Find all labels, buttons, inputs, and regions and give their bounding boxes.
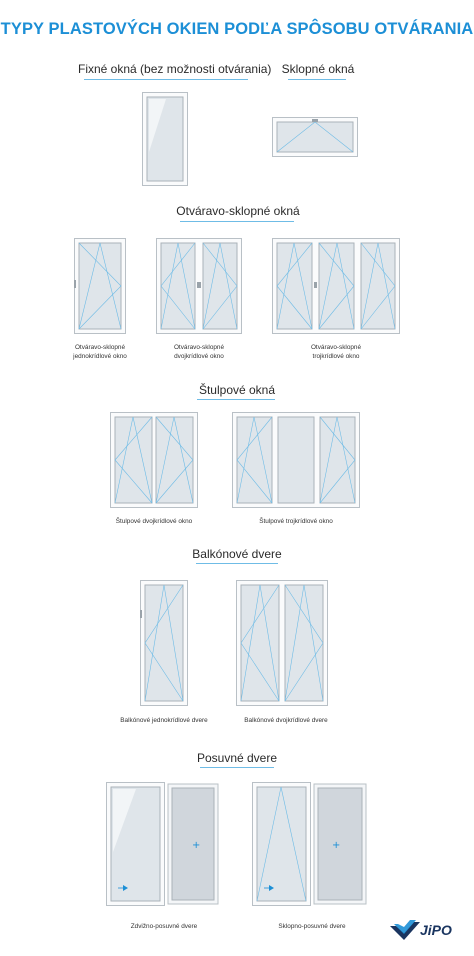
page-title: TYPY PLASTOVÝCH OKIEN PODĽA SPÔSOBU OTVÁRANIA bbox=[0, 20, 474, 38]
section-title-tilt-turn: Otváravo-sklopné okná bbox=[176, 204, 300, 218]
jipo-logo-text: JiPO bbox=[420, 922, 452, 938]
section-title-tilt: Sklopné okná bbox=[281, 62, 355, 76]
section-rule bbox=[180, 221, 294, 222]
stulp-double-window-icon bbox=[110, 412, 198, 508]
section-rule bbox=[288, 79, 346, 80]
svg-text:+: + bbox=[192, 840, 201, 851]
caption-balcony-double: Balkónové dvojkrídlové dvere bbox=[244, 717, 328, 724]
jipo-logo bbox=[390, 918, 464, 944]
caption-tilt-slide: Sklopno-posuvné dvere bbox=[278, 923, 346, 930]
jipo-logo-icon bbox=[390, 920, 420, 942]
caption-stulp-double: Štulpové dvojkrídlové okno bbox=[115, 518, 193, 525]
caption-tt-double: Otváravo-sklopné dvojkrídlové okno bbox=[173, 344, 225, 360]
section-rule bbox=[200, 767, 274, 768]
caption-stulp-triple: Štulpové trojkrídlové okno bbox=[259, 518, 333, 525]
svg-text:+: + bbox=[332, 840, 341, 851]
lift-slide-door-icon bbox=[106, 782, 218, 906]
section-rule bbox=[196, 563, 278, 564]
tilt-turn-triple-window-icon bbox=[272, 238, 400, 334]
stulp-triple-window-icon bbox=[232, 412, 360, 508]
caption-lift-slide: Zdvižno-posuvné dvere bbox=[130, 923, 198, 930]
section-title-stulp: Štulpové okná bbox=[198, 383, 276, 397]
fixed-window-icon bbox=[142, 92, 188, 186]
caption-tt-single: Otváravo-sklopné jednokrídlové okno bbox=[73, 344, 127, 360]
tilt-window-icon bbox=[272, 117, 358, 157]
tilt-turn-single-window-icon bbox=[74, 238, 126, 334]
tilt-turn-double-window-icon bbox=[156, 238, 242, 334]
caption-tt-triple: Otváravo-sklopné trojkrídlové okno bbox=[310, 344, 362, 360]
tilt-slide-door-icon bbox=[252, 782, 366, 906]
balcony-single-door-icon bbox=[140, 580, 188, 706]
section-title-balcony: Balkónové dvere bbox=[192, 547, 282, 561]
section-rule bbox=[197, 399, 275, 400]
section-title-fixed: Fixné okná (bez možnosti otvárania) bbox=[78, 62, 272, 76]
balcony-double-door-icon bbox=[236, 580, 328, 706]
caption-balcony-single: Balkónové jednokrídlové dvere bbox=[120, 717, 208, 724]
section-title-sliding: Posuvné dvere bbox=[196, 751, 278, 765]
section-rule bbox=[84, 79, 248, 80]
